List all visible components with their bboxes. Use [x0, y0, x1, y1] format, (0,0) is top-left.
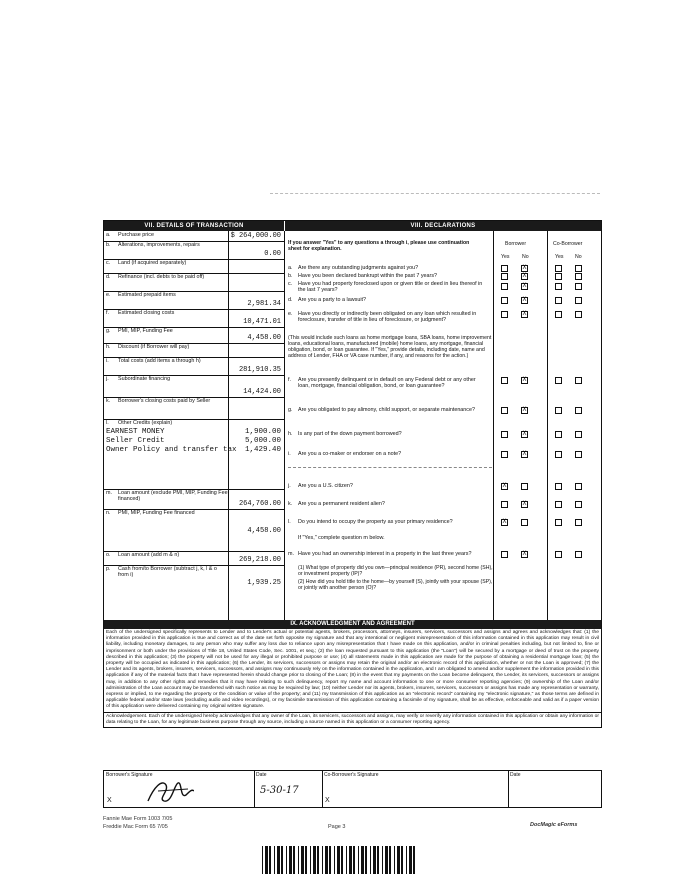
barcode-bar — [325, 846, 328, 874]
section-9-header: IX. ACKNOWLEDGMENT AND AGREEMENT — [104, 620, 601, 629]
credit-earnest-money: EARNEST MONEY — [106, 428, 165, 436]
barcode-bar — [274, 846, 275, 874]
declaration-checkbox[interactable] — [555, 519, 562, 526]
declaration-checkbox[interactable] — [521, 483, 528, 490]
row-f: f. Estimated closing costs 10,471.01 — [104, 309, 284, 328]
declaration-checkbox[interactable] — [575, 451, 582, 458]
section-8-header: VIII. DECLARATIONS — [285, 221, 601, 231]
declaration-checkbox[interactable]: X — [522, 311, 527, 317]
borrower-date-cell[interactable]: Date 5-30-17 — [254, 771, 323, 807]
declaration-checkbox[interactable]: X — [522, 451, 527, 457]
declaration-checkbox[interactable]: X — [522, 273, 527, 279]
barcode-bar — [277, 846, 280, 874]
declaration-checkbox[interactable] — [555, 273, 562, 280]
barcode-bar — [289, 846, 292, 874]
declaration-checkbox[interactable] — [501, 451, 508, 458]
barcode-bar — [373, 846, 376, 874]
declaration-checkbox[interactable] — [575, 483, 582, 490]
barcode-bar — [370, 846, 371, 874]
declaration-checkbox[interactable] — [501, 265, 508, 272]
credit-earnest-money-value: 1,900.00 — [244, 428, 281, 436]
barcode-bar — [377, 846, 379, 874]
declaration-checkbox[interactable] — [555, 297, 562, 304]
barcode-bar — [301, 846, 304, 874]
declaration-checkbox[interactable] — [555, 483, 562, 490]
declaration-checkbox[interactable] — [501, 377, 508, 384]
declaration-checkbox[interactable] — [575, 283, 582, 290]
declaration-checkbox[interactable] — [575, 377, 582, 384]
barcode-bar — [406, 846, 407, 874]
question-m1: (1) What type of property did you own—principal residence (PR), second home (SH), or investment property (IP)? — [298, 565, 493, 577]
barcode-bar — [334, 846, 335, 874]
row-d: d. Refinance (incl. debts to be paid off) — [104, 273, 284, 292]
barcode-bar — [394, 846, 395, 874]
barcode-bar — [341, 846, 343, 874]
barcode-bar — [413, 846, 415, 874]
declaration-checkbox[interactable] — [501, 501, 508, 508]
declaration-checkbox[interactable]: X — [502, 483, 507, 489]
barcode — [262, 846, 417, 874]
barcode-bar — [329, 846, 331, 874]
barcode-bar — [401, 846, 403, 874]
declaration-checkbox[interactable] — [501, 283, 508, 290]
details-of-transaction — [104, 231, 285, 621]
declaration-checkbox[interactable] — [555, 431, 562, 438]
row-k: k. Borrower's closing costs paid by Seller — [104, 397, 284, 420]
footer-brand: DocMagic eForms — [530, 822, 578, 828]
row-l-other-credits: l. Other Credits (explain) EARNEST MONEY 1,900.00 Seller Credit 5,000.00 Owner Policy and transfer tax 1,429.40 — [104, 419, 284, 490]
row-b: b. Alterations, improvements, repairs 0.00 — [104, 241, 284, 260]
declaration-checkbox[interactable]: X — [522, 377, 527, 383]
barcode-bar — [409, 846, 412, 874]
row-a: a. Purchase price $ 264,000.00 — [104, 231, 284, 242]
declaration-checkbox[interactable] — [575, 407, 582, 414]
barcode-bar — [310, 846, 311, 874]
declaration-checkbox[interactable] — [555, 407, 562, 414]
credit-seller-value: 5,000.00 — [244, 437, 281, 445]
row-m: m. Loan amount (exclude PMI, MIP, Funding Fee financed) 264,760.00 — [104, 489, 284, 510]
barcode-bar — [361, 846, 364, 874]
row-i: i. Total costs (add items a through h) 281,910.35 — [104, 357, 284, 376]
credit-owner-policy: Owner Policy and transfer tax — [106, 446, 237, 454]
acknowledgment-text: Each of the undersigned specifically represents to Lender and to Lender's actual or potential agents, brokers, processors, attorneys, insurers, servicers, successors and assigns and agrees and acknowledges that: (1) the information provided in this application is true and correct as of the date set forth opposite my signature and that any intentional or negligent misrepresentation of this information contained in this application may result in civil liability, including monetary damages, to any person who may suffer any loss due to reliance upon any misrepresentation that I have made on this application, and/or in criminal penalties including, but not limited to, fine or imprisonment or both under the provisions of Title 18, United States Code, Sec. 1001, et seq.; (2) the loan requested pursuant to this application (the "Loan") will be secured by a mortgage or deed of trust on the property described in this application; (3) the property will not be used for any illegal or prohibited purpose or use; (4) all statements made in this application are made for the purpose of obtaining a residential mortgage loan; (5) the property will be occupied as indicated in this application; (6) the Lender, its servicers, successors or assigns may retain the original and/or an electronic record of this application, whether or not the Loan is approved; (7) the Lender and its agents, brokers, insurers, servicers, successors, and assigns may continuously rely on the information contained in the application, and I am obligated to amend and/or supplement the information provided in this application if any of the material facts that I have represented herein should change prior to closing of the Loan; (8) in the event that my payments on the Loan become delinquent, the Lender, its servicers, successors or assigns may, in addition to any other rights and remedies that it may have relating to such delinquency, report my name and account information to one or more consumer reporting agencies; (9) ownership of the Loan and/or administration of the Loan account may be transferred with such notice as may be required by law; (10) neither Lender nor its agents, brokers, insurers, servicers, successors or assigns has made any representation or warranty, express or implied, to me regarding the property or the condition or value of the property; and (11) my transmission of this application as an "electronic record" containing my "electronic signature," as those terms are defined in applicable federal and/or state laws (excluding audio and video recordings), or my facsimile transmission of this application containing a facsimile of my signature, shall be as effective, enforceable and valid as if a paper version of this application were delivered containing my original written signature. — [106, 630, 599, 710]
declaration-checkbox[interactable] — [501, 311, 508, 318]
borrower-signature-cell[interactable]: Borrower's Signature X — [104, 771, 255, 807]
footer-form-2: Freddie Mac Form 65 7/05 — [103, 824, 168, 830]
barcode-bar — [349, 846, 352, 874]
coborrower-date-cell[interactable]: Date — [510, 772, 521, 778]
declaration-checkbox[interactable]: X — [522, 297, 527, 303]
footer-page: Page 3 — [328, 824, 346, 830]
row-c: c. Land (if acquired separately) — [104, 259, 284, 274]
barcode-bar — [293, 846, 295, 874]
declaration-checkbox[interactable] — [555, 377, 562, 384]
acknowledgement-paragraph: Acknowledgement. Each of the undersigned hereby acknowledges that any owner of the Loan, its servicers, successors and assigns, may verify or reverify any information contained in this application or obtain any information or data relating to the Loan, for any legitimate business purpose through any source, including a source named in this application or a consumer reporting agency. — [104, 712, 601, 727]
declaration-checkbox[interactable] — [555, 311, 562, 318]
signature-block — [103, 770, 602, 808]
row-p: p. Cash from/to Borrower (subtract j, k, l & o from i) 1,939.25 — [104, 565, 284, 621]
acknowledgment-section — [103, 620, 602, 728]
barcode-bar — [313, 846, 316, 874]
borrower-signature-scribble — [144, 777, 194, 805]
declarations: If you answer "Yes" to any questions a through i, please use continuation sheet for explanation. Borrower Co-Borrower Yes No Yes No a. Are there any outstanding judgments against you? b. Have you been declared bankrupt within the past 7 years? c. Have you had property foreclosed upon or given title or deed in lieu thereof in the last 7 years? d. Are you a party to a lawsuit? e. Have you directly or indirectly been obligated on any loan which resulted in foreclosure, transfer of title in lieu of foreclosure, or judgment? (This would include such loans as home mortgage loans, SBA loans, home improvement loans, educational loans, manufactured (mobile) home loans, any mortgage, financial obligation, bond, or loan guarantee. If "Yes," provide details, including date, name and address of Lender, FHA or VA case number, if any, and reasons for the action.) f. Are you presently delinquent or in default on any Federal debt or any other loan, mortgage, financial obligation, bond, or loan guarantee? g. Are you obligated to pay alimony, child support, or separate maintenance? h. Is any part of the down payment borrowed? i. Are you a co-maker or endorser on a note? j. Are you a U.S. citizen? k. Are you a permanent resident alien? l. Do you intend to occupy the property as your primary residence? If "Yes," complete question m below. m. Have you had an ownership interest in a property in the last three years? (1) What type of property did you own—principal residence (PR), second home (SH), or investment property (IP)? (2) How did you hold title to the home—by yourself (S), jointly with your spouse (SP), or jointly with another person (O)? X X X X X X X X X X X X X — [285, 231, 601, 621]
barcode-bar — [317, 846, 319, 874]
declaration-checkbox[interactable] — [555, 551, 562, 558]
declaration-checkbox[interactable] — [575, 265, 582, 272]
row-o: o. Loan amount (add m & n) 269,218.00 — [104, 551, 284, 566]
barcode-bar — [358, 846, 359, 874]
declaration-checkbox[interactable] — [575, 297, 582, 304]
question-e-note: (This would include such loans as home mortgage loans, SBA loans, home improvement loans, educational loans, manufactured (mobile) home loans, any mortgage, financial obligation, bond, or loan guarantee. If "Yes," provide details, including date, name and address of Lender, FHA or VA case number, if any, and reasons for the action.) — [288, 335, 492, 359]
coborrower-signature-cell[interactable]: Co-Borrower's Signature X — [322, 771, 509, 807]
declaration-checkbox[interactable] — [501, 431, 508, 438]
barcode-bar — [382, 846, 383, 874]
declaration-checkbox[interactable] — [555, 451, 562, 458]
row-n: n. PMI, MIP, Funding Fee financed 4,458.00 — [104, 509, 284, 552]
barcode-bar — [281, 846, 283, 874]
loan-application-form — [103, 220, 602, 622]
signed-date: 5-30-17 — [260, 785, 299, 796]
declarations-intro: If you answer "Yes" to any questions a through i, please use continuation sheet for explanation. — [288, 240, 470, 252]
declaration-checkbox[interactable] — [575, 551, 582, 558]
barcode-bar — [353, 846, 355, 874]
barcode-bar — [346, 846, 347, 874]
declaration-checkbox[interactable] — [501, 407, 508, 414]
barcode-bar — [305, 846, 307, 874]
barcode-bar — [265, 846, 268, 874]
barcode-bar — [262, 846, 263, 874]
declaration-checkbox[interactable] — [575, 519, 582, 526]
declaration-checkbox[interactable]: X — [522, 501, 527, 507]
declaration-checkbox[interactable] — [575, 431, 582, 438]
declaration-checkbox[interactable] — [555, 265, 562, 272]
question-m2: (2) How did you hold title to the home—by yourself (S), jointly with your spouse (SP), or jointly with another person (O)? — [298, 579, 493, 591]
declaration-checkbox[interactable]: X — [522, 551, 527, 557]
barcode-bar — [389, 846, 391, 874]
declaration-checkbox[interactable] — [555, 501, 562, 508]
row-e: e. Estimated prepaid items 2,981.34 — [104, 291, 284, 310]
row-g: g. PMI, MIP, Funding Fee 4,458.00 — [104, 327, 284, 344]
declaration-checkbox[interactable] — [575, 273, 582, 280]
barcode-bar — [269, 846, 271, 874]
credit-owner-policy-value: 1,429.40 — [244, 446, 281, 454]
row-h: h. Discount (if Borrower will pay) — [104, 343, 284, 358]
declaration-checkbox[interactable] — [501, 551, 508, 558]
credit-seller: Seller Credit — [106, 437, 165, 445]
barcode-bar — [385, 846, 388, 874]
footer-form-1: Fannie Mae Form 1003 7/05 — [103, 816, 173, 822]
declaration-checkbox[interactable]: X — [522, 265, 527, 271]
row-j: j. Subordinate financing 14,424.00 — [104, 375, 284, 398]
barcode-bar — [365, 846, 367, 874]
declaration-checkbox[interactable]: X — [522, 431, 527, 437]
section-7-header: VII. DETAILS OF TRANSACTION — [104, 221, 284, 231]
barcode-bar — [397, 846, 400, 874]
declaration-checkbox[interactable]: X — [502, 519, 507, 525]
declaration-checkbox[interactable]: X — [522, 283, 527, 289]
declaration-checkbox[interactable] — [575, 501, 582, 508]
declaration-checkbox[interactable] — [521, 519, 528, 526]
borrower-heading: Borrower — [505, 241, 527, 247]
declaration-checkbox[interactable] — [555, 283, 562, 290]
barcode-bar — [322, 846, 323, 874]
barcode-bar — [286, 846, 287, 874]
barcode-bar — [298, 846, 299, 874]
top-dashed-rule — [270, 193, 600, 194]
declaration-checkbox[interactable]: X — [522, 407, 527, 413]
declaration-checkbox[interactable] — [575, 311, 582, 318]
coborrower-heading: Co-Borrower — [553, 241, 583, 247]
declaration-checkbox[interactable] — [501, 273, 508, 280]
declaration-checkbox[interactable] — [501, 297, 508, 304]
barcode-bar — [337, 846, 340, 874]
